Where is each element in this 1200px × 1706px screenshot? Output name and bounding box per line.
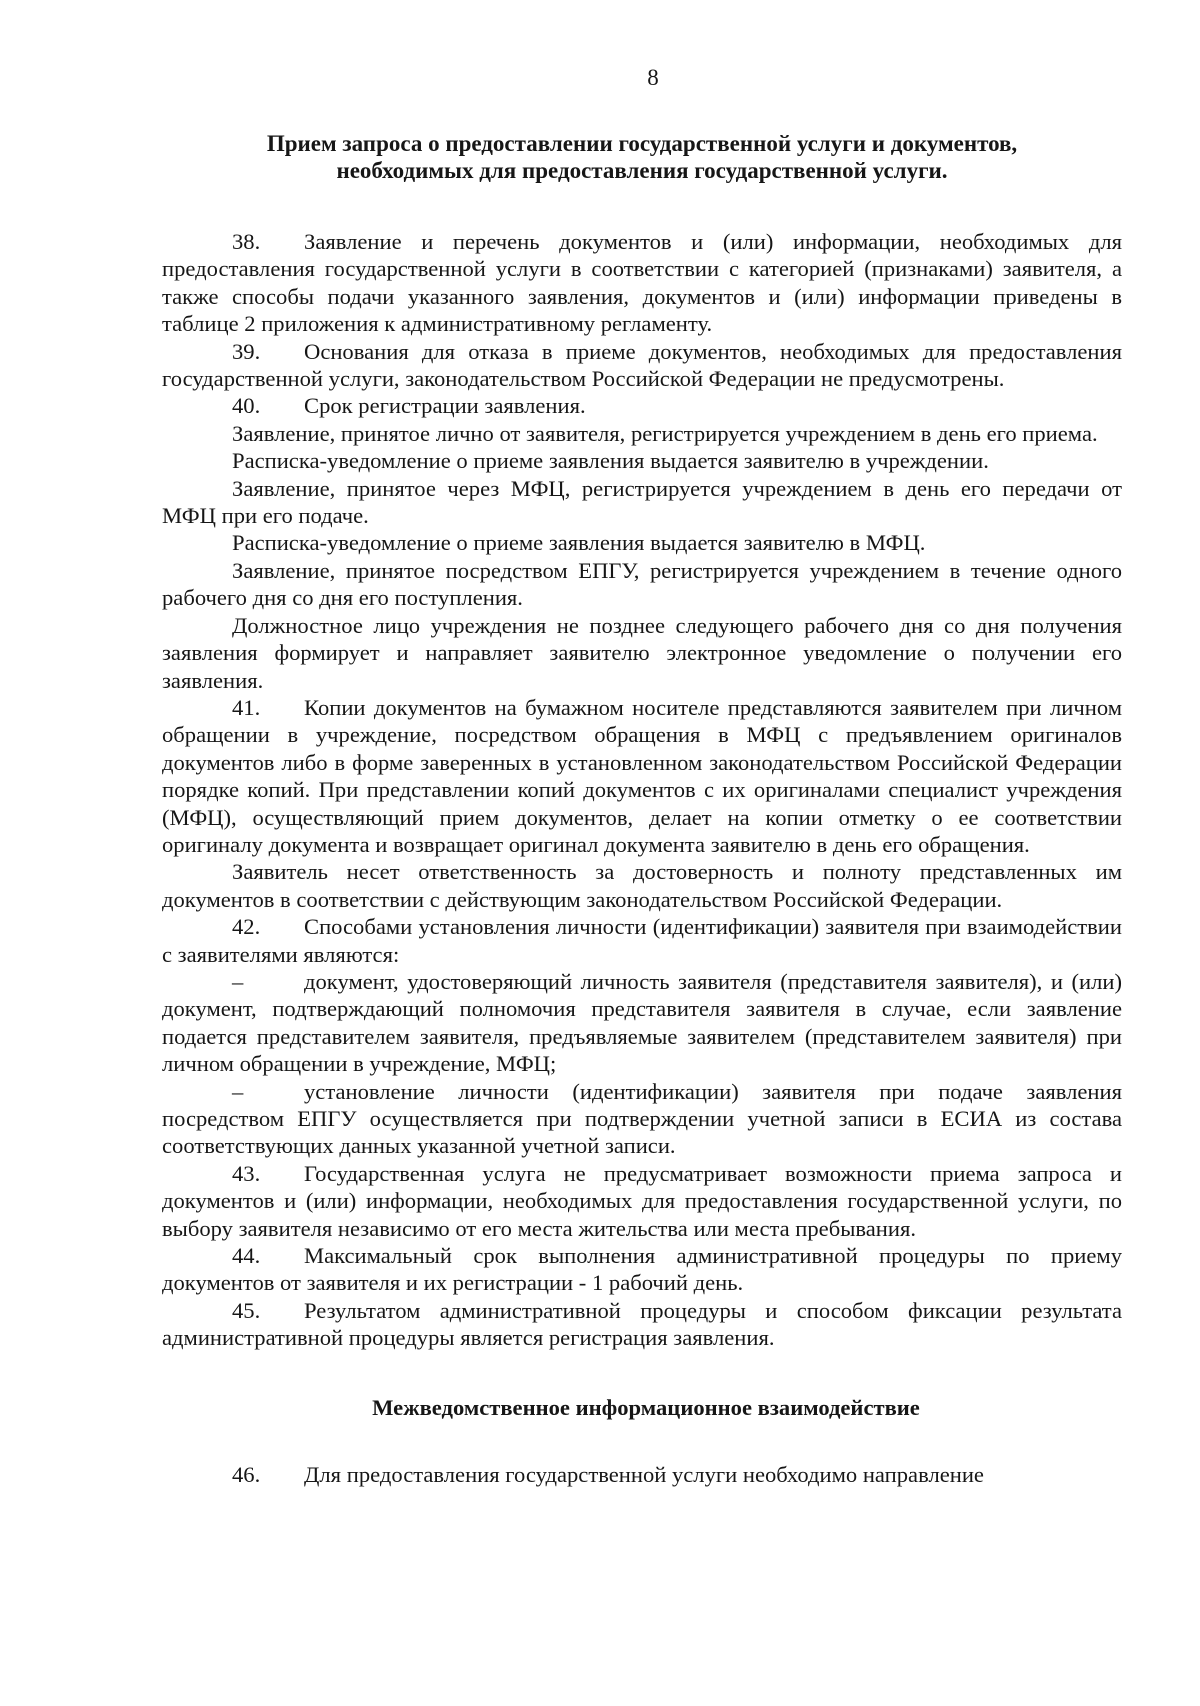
paragraph-41 [162,694,1122,858]
list-item [162,968,1122,1078]
paragraph-text: Способами установления личности (идентификации) заявителя при взаимодействии с заявителями являются: [162,914,1122,967]
paragraph: Заявление, принятое через МФЦ, регистрируется учреждением в день его передачи от МФЦ при его подаче. [162,475,1122,529]
paragraph-text: Заявление и перечень документов и (или) информации, необходимых для предоставления государственной услуги в соответствии с категорией (признаками) заявителя, а также способы подачи указанного заявления, документов и (или) информации приведены в таблице 2 приложения к административному регламенту. [162,229,1122,337]
paragraph-text: Копии документов на бумажном носителе представляются заявителем при личном обращении в учреждение, посредством обращения в МФЦ с предъявлением оригиналов документов либо в форме заверенных в установленном законодательством Российской Федерации порядке копий. При представлении копий документов с их оригиналами специалист учреждения (МФЦ), осуществляющий прием документов, делает на копии отметку о ее соответствии оригиналу документа и возвращает оригинал документа заявителю в день его обращения. [162,694,1122,857]
paragraph-43 [162,1160,1122,1242]
paragraph-number: 38. [232,229,261,254]
body-text [162,228,1122,1352]
paragraph: Заявление, принятое лично от заявителя, регистрируется учреждением в день его приема. [232,420,1098,446]
section-heading [162,130,1122,184]
paragraph-number: 41. [232,694,261,720]
page-number: 8 [647,65,659,90]
paragraph: Заявление, принятое посредством ЕПГУ, регистрируется учреждением в течение одного рабочего дня со дня его поступления. [162,557,1122,611]
paragraph-number: 46. [232,1461,261,1487]
paragraph-number: 42. [232,914,261,940]
paragraph-text: Основания для отказа в приеме документов, необходимых для предоставления государственной услуги, законодательством Российской Федерации не предусмотрены. [162,338,1122,392]
paragraph: Расписка-уведомление о приеме заявления выдается заявителю в учреждении. [232,448,989,474]
paragraph-text: Для предоставления государственной услуги необходимо направление [304,1461,984,1487]
paragraph-38 [162,228,1122,338]
section-heading-2: Межведомственное информационное взаимодействие [372,1394,920,1420]
list-item-text: документ, удостоверяющий личность заявителя (представителя заявителя), и (или) документ, подтверждающий полномочия представителя заявителя в случае, если заявление подается представителем заявителя, предъявляемые заявителем (представителем заявителя) при личном обращении в учреждение, МФЦ; [162,968,1122,1077]
paragraph-46 [162,1461,1122,1488]
paragraph-text: Государственная услуга не предусматривает возможности приема запроса и документов и (или) информации, необходимых для предоставления государственной услуги, по выбору заявителя независимо от его места жительства или места пребывания. [162,1160,1122,1241]
paragraph-number: 39. [232,338,261,364]
paragraph-text: Результатом административной процедуры и способом фиксации результата административной процедуры является регистрация заявления. [162,1297,1122,1351]
paragraph-text: Максимальный срок выполнения административной процедуры по приему документов от заявителя и их регистрации - 1 рабочий день. [162,1243,1122,1296]
list-dash: – [232,968,244,994]
paragraph-44 [162,1242,1122,1297]
paragraph-number: 44. [232,1243,261,1269]
section-heading-line-1: Прием запроса о предоставлении государственной услуги и документов, [266,131,1018,156]
section-heading-line-2: необходимых для предоставления государственной услуги. [336,158,948,183]
paragraph: Заявитель несет ответственность за достоверность и полноту представленных им документов в соответствии с действующим законодательством Российской Федерации. [162,859,1122,912]
list-dash: – [232,1078,244,1104]
paragraph: Должностное лицо учреждения не позднее следующего рабочего дня со дня получения заявления формирует и направляет заявителю электронное уведомление о получении его заявления. [162,612,1122,693]
list-item [162,1078,1122,1160]
paragraph-number: 43. [232,1160,261,1186]
paragraph-45 [162,1297,1122,1352]
paragraph-number: 45. [232,1297,261,1323]
paragraph-number: 40. [232,393,261,419]
paragraph-42 [162,913,1122,968]
paragraph-text: Срок регистрации заявления. [304,393,586,419]
paragraph-40 [162,392,1122,419]
paragraph: Расписка-уведомление о приеме заявления выдается заявителю в МФЦ. [232,530,926,556]
paragraph-39 [162,338,1122,393]
list-item-text: установление личности (идентификации) заявителя при подаче заявления посредством ЕПГУ осуществляется при подтверждении учетной записи в ЕСИА из состава соответствующих данных указанной учетной записи. [162,1078,1122,1159]
